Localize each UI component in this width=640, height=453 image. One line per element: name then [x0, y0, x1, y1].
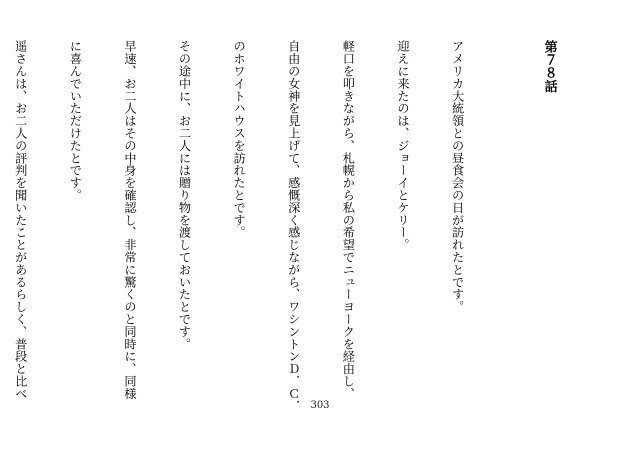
text-line: 早速、お二人はその中身を確認し、非常に驚くのと同時に、同様 [122, 40, 137, 400]
text-line: アメリカ大統領との昼食会の日が訪れたとです。 [450, 40, 465, 313]
text-line: その途中に、お二人には贈り物を渡しておいたとです。 [177, 40, 192, 350]
text-line: のホワイトハウスを訪れたとです。 [232, 40, 247, 239]
page-number: 303 [310, 400, 330, 411]
text-line: 遥さんは、お二人の評判を聞いたことがあるらしく、普段と比べ [13, 40, 28, 400]
chapter-title: 第７８話 [541, 40, 557, 93]
vertical-text-block [13, 40, 594, 412]
text-line: 迎えに来たのは、ジョーイとケリー。 [395, 40, 410, 251]
text-line: に喜んでいただけたとです。 [68, 40, 83, 202]
text-line: 自由の女神を見上げて、感慨深く感じながら、ワシントンＤ．Ｃ． [286, 40, 301, 412]
text-line: 軽口を叩きながら、札幌から私の希望でニューヨークを経由し、 [341, 40, 356, 400]
